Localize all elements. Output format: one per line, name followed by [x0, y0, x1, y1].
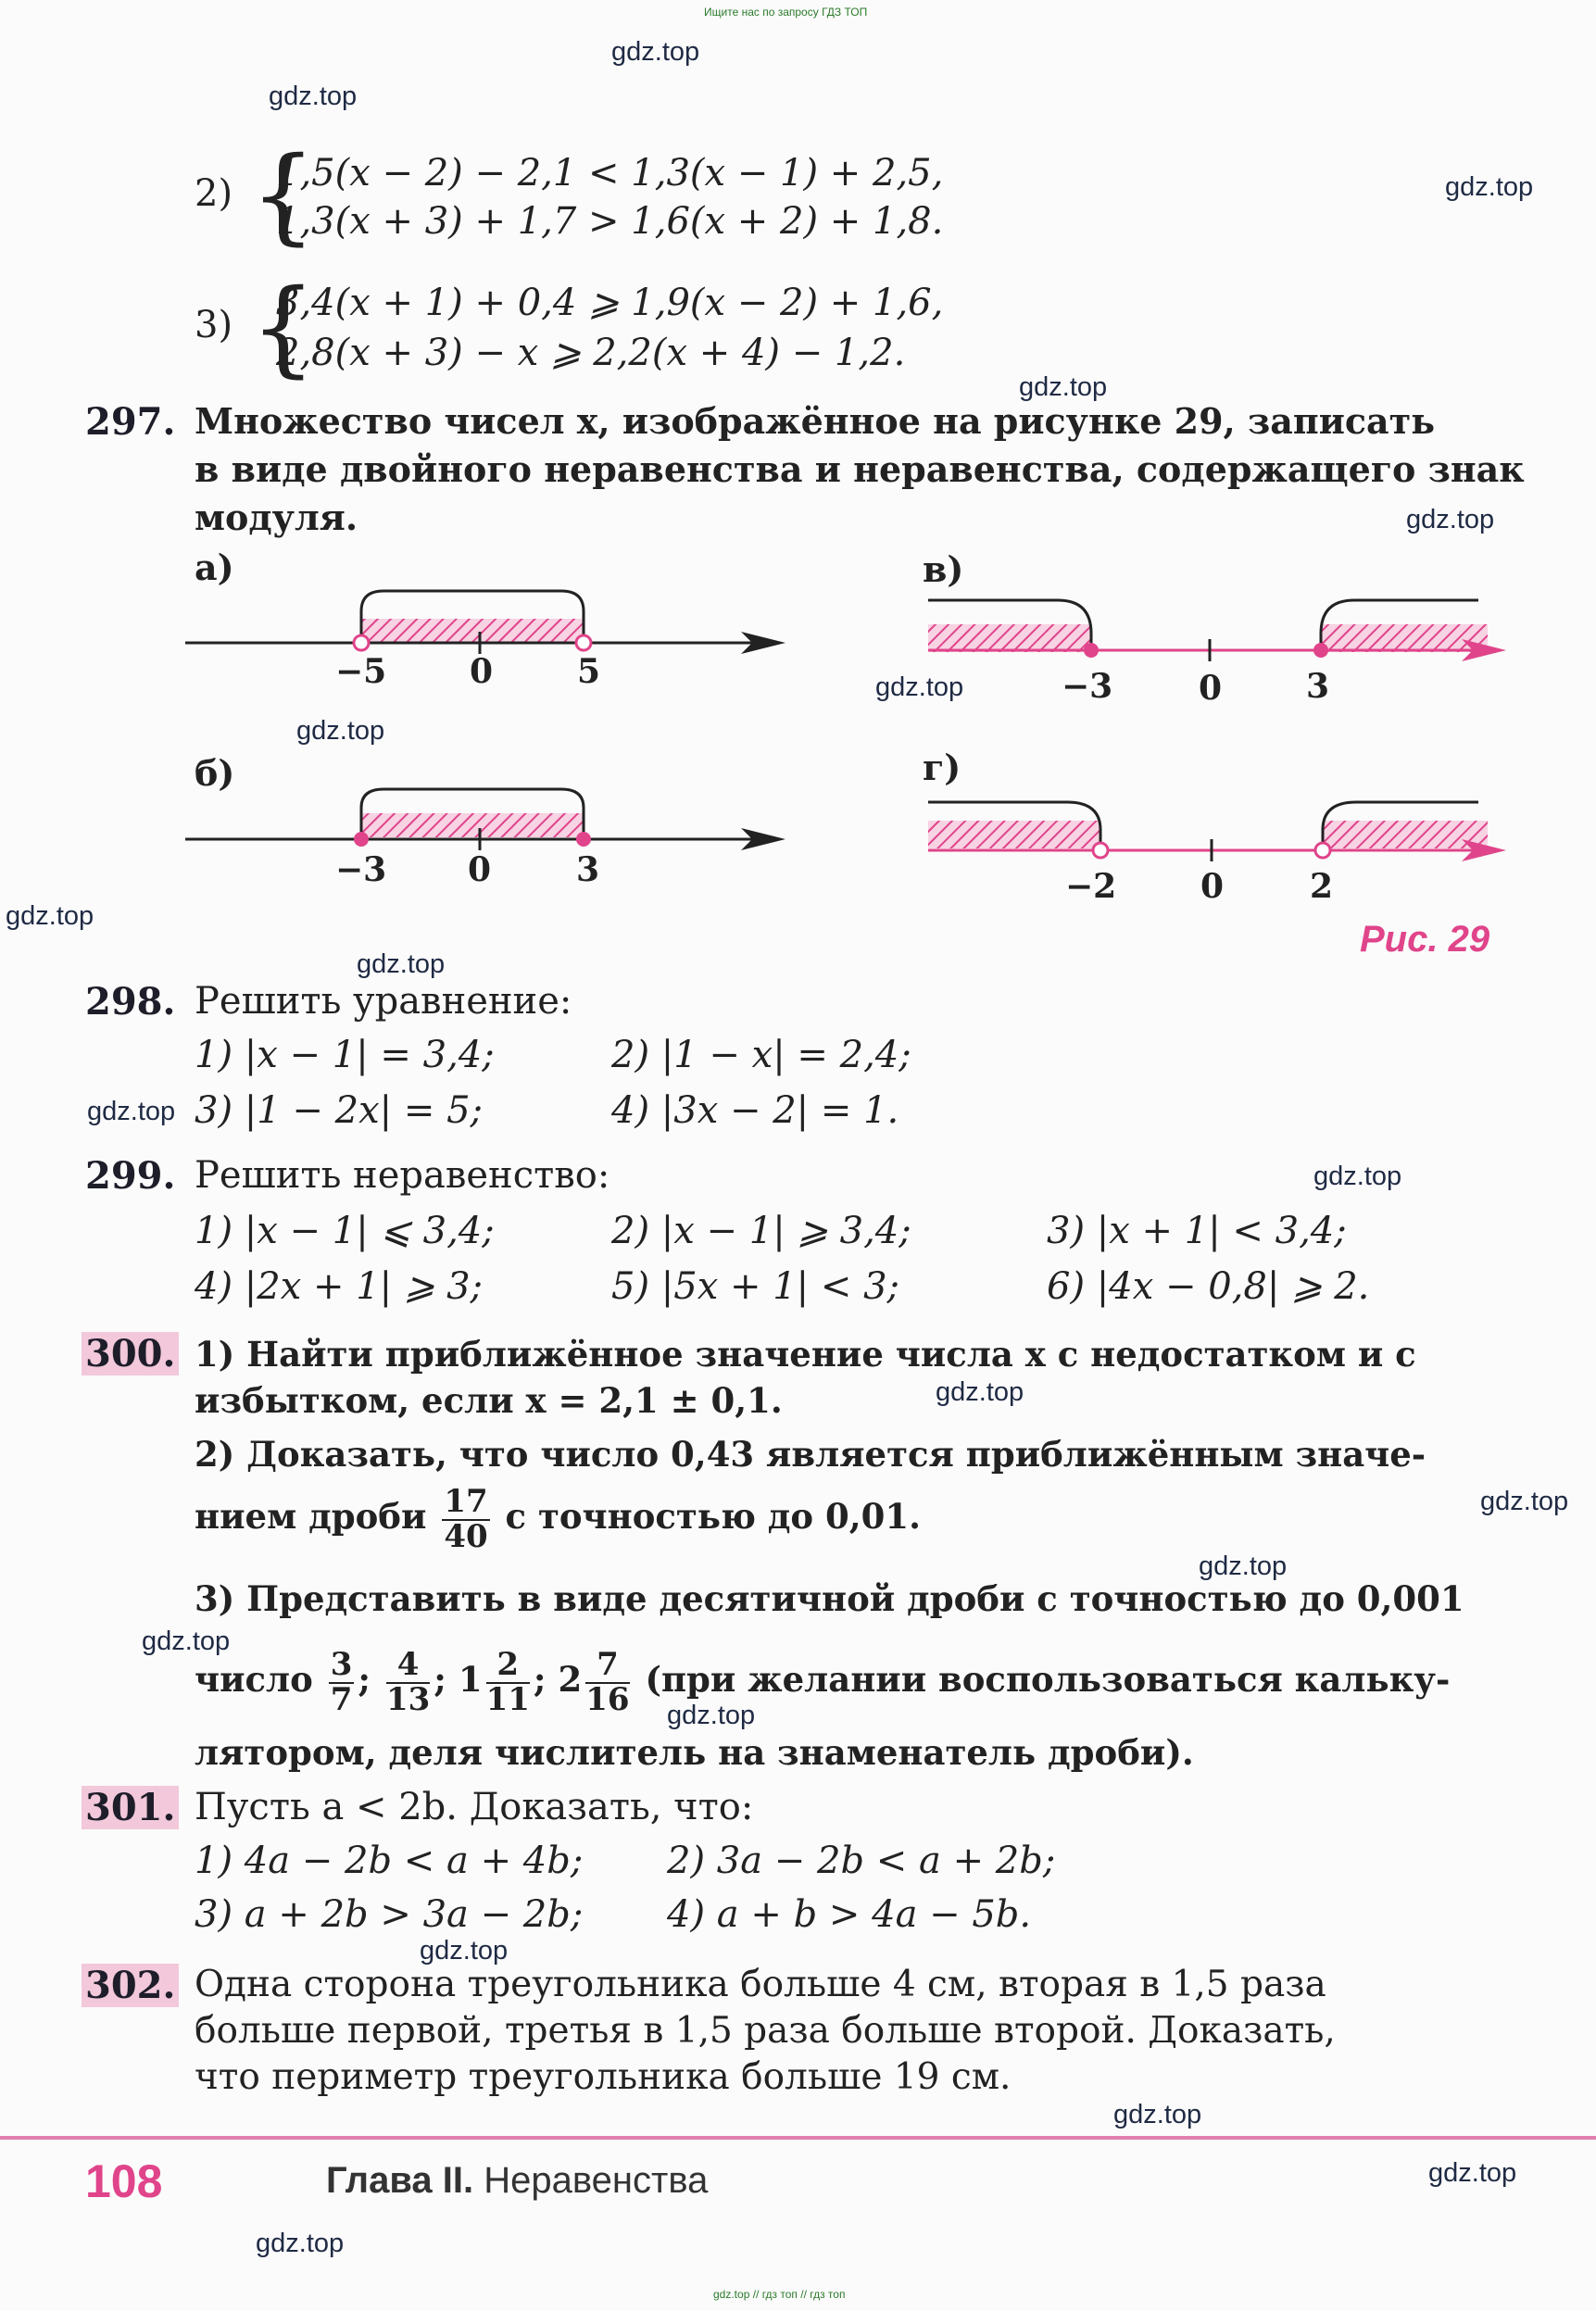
task-text: Одна сторона треугольника больше 4 см, вторая в 1,5 раза: [195, 1964, 1326, 2005]
equation-item: 1) |x − 1| = 3,4;: [195, 1034, 495, 1076]
inequality-item: 2) |x − 1| ⩾ 3,4;: [611, 1210, 911, 1252]
watermark-label: gdz.top: [1019, 372, 1108, 402]
mixed-whole: 2: [558, 1659, 583, 1701]
mixed-whole: 1: [458, 1659, 483, 1701]
task-text-part: число: [195, 1659, 313, 1701]
watermark-label: gdz.top: [667, 1701, 756, 1730]
equation-item: 3) |1 − 2x| = 5;: [195, 1089, 483, 1132]
watermark-label: gdz.top: [256, 2229, 345, 2258]
task-text: [195, 1483, 921, 1555]
number-line-g: [923, 784, 1515, 876]
watermark-label: gdz.top: [1428, 2158, 1517, 2188]
inequality-item: 3) |x + 1| < 3,4;: [1047, 1210, 1347, 1252]
tick-label: 0: [1200, 867, 1225, 906]
fraction: [485, 1646, 530, 1718]
proof-item: 2) 3a − 2b < a + 2b;: [667, 1840, 1056, 1882]
tick-label: −5: [335, 652, 387, 691]
task-number: 298.: [85, 980, 176, 1024]
tick-label: −3: [335, 850, 387, 889]
tick-label: −3: [1062, 667, 1113, 706]
fraction-numerator: 17: [444, 1483, 488, 1520]
system-line: 1,5(x − 2) − 2,1 < 1,3(x − 1) + 2,5,: [276, 152, 944, 195]
figure-caption: Рис. 29: [1360, 919, 1490, 960]
task-text: что периметр треугольника больше 19 см.: [195, 2056, 1012, 2098]
watermark-label: gdz.top: [875, 672, 964, 702]
task-text: 2) Доказать, что число 0,43 является приближённым значе-: [195, 1434, 1426, 1475]
tick-label: 0: [470, 652, 494, 691]
tick-label: 3: [1306, 667, 1330, 706]
task-text: 3) Представить в виде десятичной дроби с точностью до 0,001: [195, 1578, 1464, 1619]
watermark-label: gdz.top: [6, 901, 94, 931]
fraction-numerator: 3: [330, 1646, 353, 1683]
task-number: 302.: [82, 1964, 179, 2007]
figure-label-a: а): [195, 546, 234, 588]
watermark-label: gdz.top: [296, 716, 385, 746]
task-text-part: нием дроби: [195, 1496, 427, 1538]
task-text: модуля.: [195, 496, 358, 538]
watermark-label: gdz.top: [420, 1936, 509, 1966]
proof-item: 1) 4a − 2b < a + 4b;: [195, 1840, 584, 1882]
chapter-number: Глава II.: [326, 2160, 474, 2201]
figure-label-g: г): [923, 747, 961, 788]
task-text: 1) Найти приближённое значение числа x с недостатком и с: [195, 1334, 1416, 1375]
system-number: 2): [195, 172, 233, 215]
task-title: Пусть a < 2b. Доказать, что:: [195, 1786, 754, 1828]
inequality-item: 5) |5x + 1| < 3;: [611, 1265, 899, 1308]
watermark-label: gdz.top: [611, 37, 700, 67]
watermark-label: gdz.top: [1406, 505, 1495, 534]
task-text: избытком, если x = 2,1 ± 0,1.: [195, 1380, 783, 1421]
fraction: [442, 1483, 489, 1555]
task-text-part: (при желании воспользоваться кальку-: [645, 1659, 1451, 1701]
watermark-label: gdz.top: [269, 82, 358, 111]
chapter-title: Неравенства: [484, 2160, 709, 2201]
page-number: 108: [85, 2155, 163, 2207]
tick-label: 0: [1199, 669, 1223, 708]
watermark-label: gdz.top: [87, 1097, 176, 1126]
equation-item: 4) |3x − 2| = 1.: [611, 1089, 899, 1132]
task-text: Множество чисел x, изображённое на рисунке 29, записать: [195, 400, 1435, 442]
watermark-label: gdz.top: [357, 949, 446, 979]
separator: ;: [434, 1659, 446, 1701]
watermark-label: gdz.top: [1313, 1162, 1402, 1191]
tick-label: 0: [468, 850, 492, 889]
task-text: лятором, деля числитель на знаменатель дроби).: [195, 1732, 1194, 1773]
fraction-numerator: 4: [386, 1649, 430, 1684]
task-number: 301.: [82, 1786, 179, 1829]
number-line-v: [923, 584, 1515, 676]
separator: ;: [533, 1659, 547, 1701]
figure-label-v: в): [923, 548, 964, 590]
bottom-watermark: gdz.top // гдз топ // гдз топ: [713, 2288, 846, 2301]
task-text: больше первой, третья в 1,5 раза больше второй. Доказать,: [195, 2010, 1336, 2052]
task-text: [195, 1646, 1451, 1718]
system-number: 3): [195, 304, 233, 346]
task-text-part: с точностью до 0,01.: [505, 1496, 921, 1538]
separator: ;: [358, 1659, 371, 1701]
footer-rule: [0, 2136, 1596, 2140]
task-number: 297.: [85, 400, 176, 444]
fraction-denominator: 16: [585, 1680, 630, 1718]
fraction: [385, 1646, 431, 1718]
tick-label: 2: [1310, 867, 1334, 906]
task-number: 300.: [82, 1332, 179, 1375]
inequality-item: 4) |2x + 1| ⩾ 3;: [195, 1265, 483, 1308]
system-brace: {: [250, 135, 317, 256]
watermark-label: gdz.top: [1113, 2100, 1202, 2129]
proof-item: 3) a + 2b > 3a − 2b;: [195, 1893, 584, 1936]
tick-label: 5: [577, 652, 601, 691]
watermark-label: gdz.top: [1199, 1551, 1288, 1581]
figure-label-b: б): [195, 752, 235, 794]
system-line: 2,8(x + 3) − x ⩾ 2,2(x + 4) − 1,2.: [276, 332, 906, 374]
proof-item: 4) a + b > 4a − 5b.: [667, 1893, 1032, 1936]
inequality-item: 6) |4x − 0,8| ⩾ 2.: [1047, 1265, 1370, 1308]
equation-item: 2) |1 − x| = 2,4;: [611, 1034, 911, 1076]
fraction-numerator: 7: [585, 1649, 629, 1684]
fraction: [585, 1646, 630, 1718]
tick-label: −2: [1065, 867, 1117, 906]
system-line: 1,3(x + 3) + 1,7 > 1,6(x + 2) + 1,8.: [276, 200, 944, 243]
inequality-item: 1) |x − 1| ⩽ 3,4;: [195, 1210, 495, 1252]
fraction-denominator: 40: [444, 1517, 488, 1555]
fraction: [329, 1646, 355, 1718]
fraction-denominator: 7: [330, 1680, 353, 1718]
chapter-heading: [326, 2160, 708, 2202]
fraction-numerator: 2: [486, 1649, 530, 1684]
watermark-label: gdz.top: [142, 1626, 231, 1656]
fraction-denominator: 13: [385, 1680, 431, 1718]
task-number: 299.: [85, 1154, 176, 1198]
watermark-label: gdz.top: [936, 1377, 1024, 1407]
top-watermark: Ищите нас по запросу ГДЗ ТОП: [704, 6, 868, 19]
task-title: Решить неравенство:: [195, 1154, 610, 1197]
tick-label: 3: [576, 850, 600, 889]
task-text: в виде двойного неравенства и неравенства, содержащего знак: [195, 448, 1525, 490]
watermark-label: gdz.top: [1480, 1487, 1569, 1516]
fraction-denominator: 11: [485, 1680, 530, 1718]
task-title: Решить уравнение:: [195, 980, 572, 1023]
system-line: 3,4(x + 1) + 0,4 ⩾ 1,9(x − 2) + 1,6,: [276, 282, 944, 324]
watermark-label: gdz.top: [1445, 172, 1534, 202]
system-brace: {: [250, 268, 317, 388]
